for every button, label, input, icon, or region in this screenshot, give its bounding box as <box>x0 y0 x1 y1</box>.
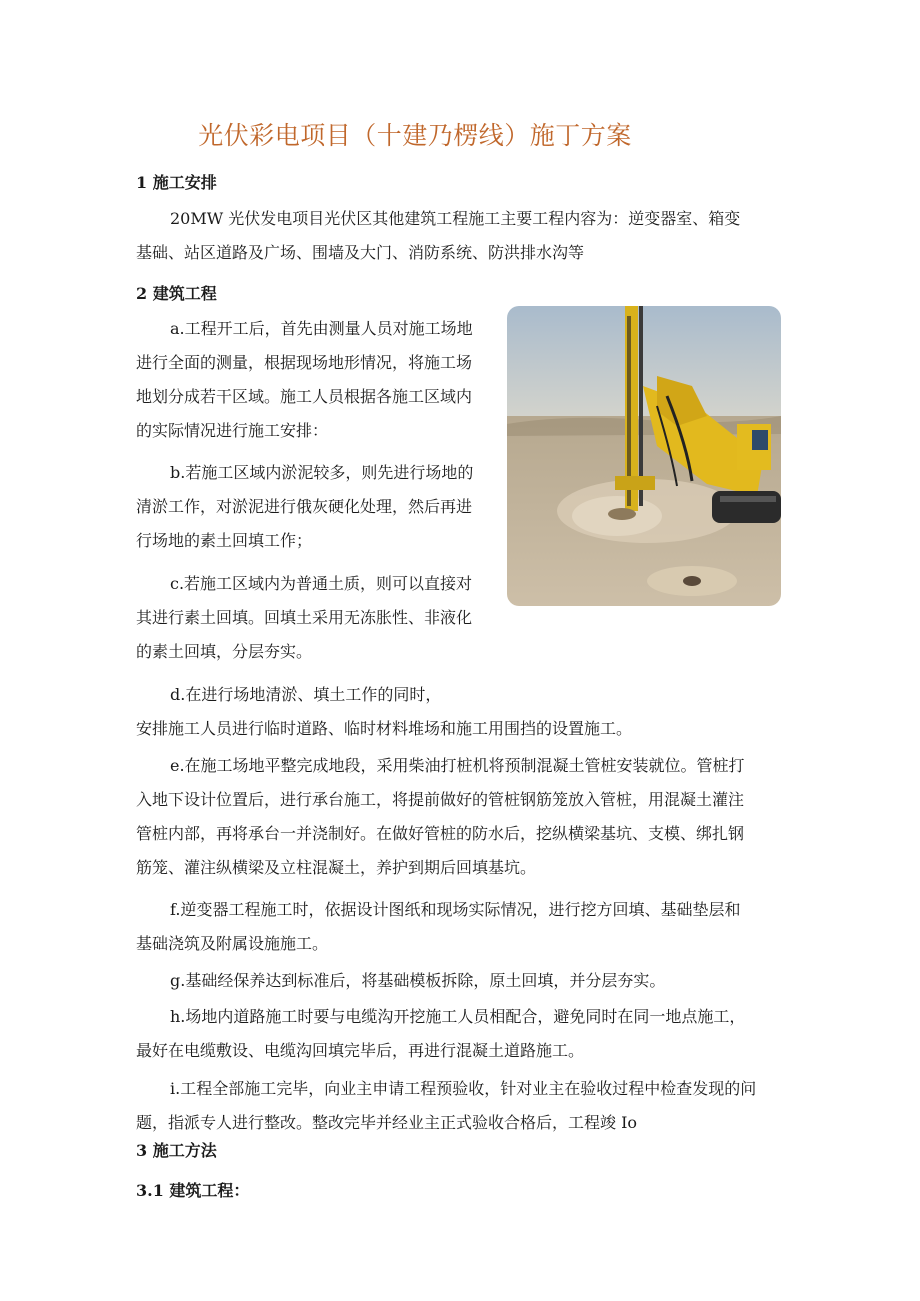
heading-3-1: 3.1 建筑工程： <box>136 1181 250 1200</box>
text-line: b.若施工区域内淤泥较多，则先进行场地的 <box>170 463 474 482</box>
heading-3: 3 施工方法 <box>136 1141 217 1160</box>
text-line: 的实际情况进行施工安排： <box>136 421 329 440</box>
paragraph-intro <box>136 202 786 270</box>
text-line: 行场地的素土回填工作； <box>136 531 313 550</box>
paragraph-e <box>136 749 786 885</box>
text-line: f.逆变器工程施工时，依据设计图纸和现场实际情况，进行挖方回填、基础垫层和 <box>170 900 741 919</box>
paragraph-a <box>136 312 496 448</box>
paragraph-i <box>136 1072 786 1140</box>
text-line: 地划分成若干区域。施工人员根据各施工区域内 <box>136 387 473 406</box>
text-line: 筋笼、灌注纵横梁及立柱混凝土，养护到期后回填基坑。 <box>136 858 537 877</box>
text-line: 20MW 光伏发电项目光伏区其他建筑工程施工主要工程内容为：逆变器室、箱变 <box>170 209 741 228</box>
paragraph-c <box>136 567 496 669</box>
text-line: 基础浇筑及附属设施施工。 <box>136 934 329 953</box>
text-line: 题，指派专人进行整改。整改完毕并经业主正式验收合格后，工程竣 Io <box>136 1113 638 1132</box>
text-line: g.基础经保养达到标准后，将基础模板拆除，原土回填，并分层夯实。 <box>170 971 666 990</box>
paragraph-b <box>136 456 496 558</box>
paragraph-f <box>136 893 786 961</box>
paragraph-h <box>136 1000 786 1068</box>
text-line: e.在施工场地平整完成地段，采用柴油打桩机将预制混凝土管桩安装就位。管桩打 <box>170 756 745 775</box>
text-line: 安排施工人员进行临时道路、临时材料堆场和施工用围挡的设置施工。 <box>136 719 633 738</box>
heading-1: 1 施工安排 <box>136 173 217 192</box>
page-title: 光伏彩电项目（十建乃楞线）施丁方案 <box>198 121 632 150</box>
text-line: c.若施工区域内为普通土质，则可以直接对 <box>170 574 473 593</box>
text-line: 基础、站区道路及广场、围墙及大门、消防系统、防洪排水沟等 <box>136 243 585 262</box>
text-line: i.工程全部施工完毕，向业主申请工程预验收，针对业主在验收过程中检查发现的问 <box>170 1079 757 1098</box>
text-line: 入地下设计位置后，进行承台施工，将提前做好的管桩钢筋笼放入管桩，用混凝土灌注 <box>136 790 745 809</box>
construction-photo <box>507 306 781 606</box>
text-line: d.在进行场地清淤、填土工作的同时， <box>170 685 442 704</box>
text-line: 的素土回填，分层夯实。 <box>136 642 313 661</box>
paragraph-d <box>136 678 786 746</box>
text-line: 其进行素土回填。回填土采用无冻胀性、非液化 <box>136 608 473 627</box>
pile-driver-image <box>507 306 781 606</box>
paragraph-g <box>136 964 786 998</box>
text-line: a.工程开工后，首先由测量人员对施工场地 <box>170 319 473 338</box>
text-line: 清淤工作，对淤泥进行俄灰硬化处理，然后再进 <box>136 497 473 516</box>
text-line: 进行全面的测量，根据现场地形情况，将施工场 <box>136 353 473 372</box>
heading-2: 2 建筑工程 <box>136 284 217 303</box>
text-line: 最好在电缆敷设、电缆沟回填完毕后，再进行混凝土道路施工。 <box>136 1041 585 1060</box>
text-line: 管桩内部，再将承台一并浇制好。在做好管桩的防水后，挖纵横梁基坑、支模、绑扎钢 <box>136 824 745 843</box>
text-line: h.场地内道路施工时要与电缆沟开挖施工人员相配合，避免同时在同一地点施工， <box>170 1007 746 1026</box>
